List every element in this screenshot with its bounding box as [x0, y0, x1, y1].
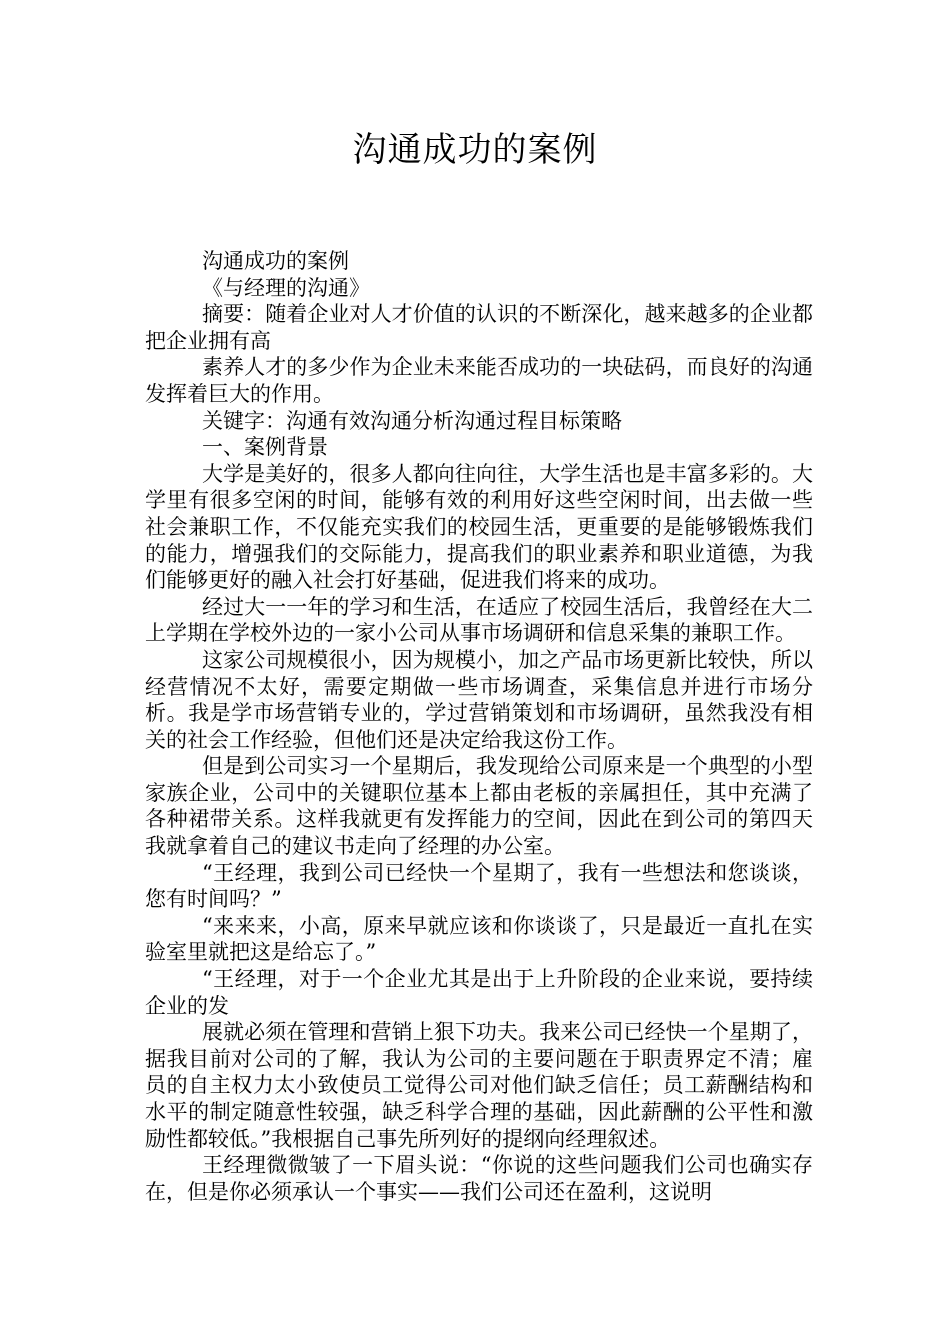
- document-body: [145, 248, 813, 1205]
- paragraph-body: 王经理微微皱了一下眉头说：“你说的这些问题我们公司也确实存在，但是你必须承认一个事实——我们公司还在盈利，这说明: [145, 1153, 813, 1204]
- paragraph-dialogue: “来来来，小高，原来早就应该和你谈谈了，只是最近一直扎在实验室里就把这是给忘了。”: [145, 913, 813, 965]
- document-title: 沟通成功的案例: [352, 130, 598, 170]
- paragraph-abstract: 摘要：随着企业对人才价值的认识的不断深化，越来越多的企业都把企业拥有高: [145, 302, 813, 353]
- paragraph-subtitle: 《与经理的沟通》: [202, 275, 370, 300]
- paragraph-body: 经过大一一年的学习和生活，在适应了校园生活后，我曾经在大二上学期在学校外边的一家小公司从事市场调研和信息采集的兼职工作。: [145, 594, 813, 646]
- paragraph-keywords: 关键字：沟通有效沟通分析沟通过程目标策略: [202, 408, 622, 433]
- paragraph-body: 这家公司规模很小，因为规模小，加之产品市场更新比较快，所以经营情况不太好，需要定期做一些市场调查，采集信息并进行市场分析。我是学市场营销专业的，学过营销策划和市场调研，虽然我没有相关的社会工作经验，但他们还是决定给我这份工作。: [145, 647, 813, 752]
- section-heading-background: 一、案例背景: [202, 435, 328, 460]
- paragraph-dialogue: “王经理，对于一个企业尤其是出于上升阶段的企业来说，要持续企业的发: [145, 967, 813, 1018]
- paragraph-body: 但是到公司实习一个星期后，我发现给公司原来是一个典型的小型家族企业，公司中的关键职位基本上都由老板的亲属担任，其中充满了各种裙带关系。这样我就更有发挥能力的空间，因此在到公司的第四天我就拿着自己的建议书走向了经理的办公室。: [145, 754, 813, 859]
- paragraph-heading: 沟通成功的案例: [202, 249, 349, 273]
- paragraph-abstract-continued: 素养人才的多少作为企业未来能否成功的一块砝码，而良好的沟通发挥着巨大的作用。: [145, 355, 813, 406]
- paragraph-body: 大学是美好的，很多人都向往向往，大学生活也是丰富多彩的。大学里有很多空闲的时间，能够有效的利用好这些空闲时间，出去做一些社会兼职工作，不仅能充实我们的校园生活，更重要的是能够锻炼我们的能力，增强我们的交际能力，提高我们的职业素养和职业道德，为我们能够更好的融入社会打好基础，促进我们将来的成功。: [145, 461, 813, 593]
- paragraph-body: 展就必须在管理和营销上狠下功夫。我来公司已经快一个星期了，据我目前对公司的了解，我认为公司的主要问题在于职责界定不清；雇员的自主权力太小致使员工觉得公司对他们缺乏信任；员工薪酬结构和水平的制定随意性较强，缺乏科学合理的基础，因此薪酬的公平性和激励性都较低。”我根据自己事先所列好的提纲向经理叙述。: [145, 1020, 813, 1151]
- paragraph-dialogue: “王经理，我到公司已经快一个星期了，我有一些想法和您谈谈，您有时间吗？”: [145, 860, 813, 912]
